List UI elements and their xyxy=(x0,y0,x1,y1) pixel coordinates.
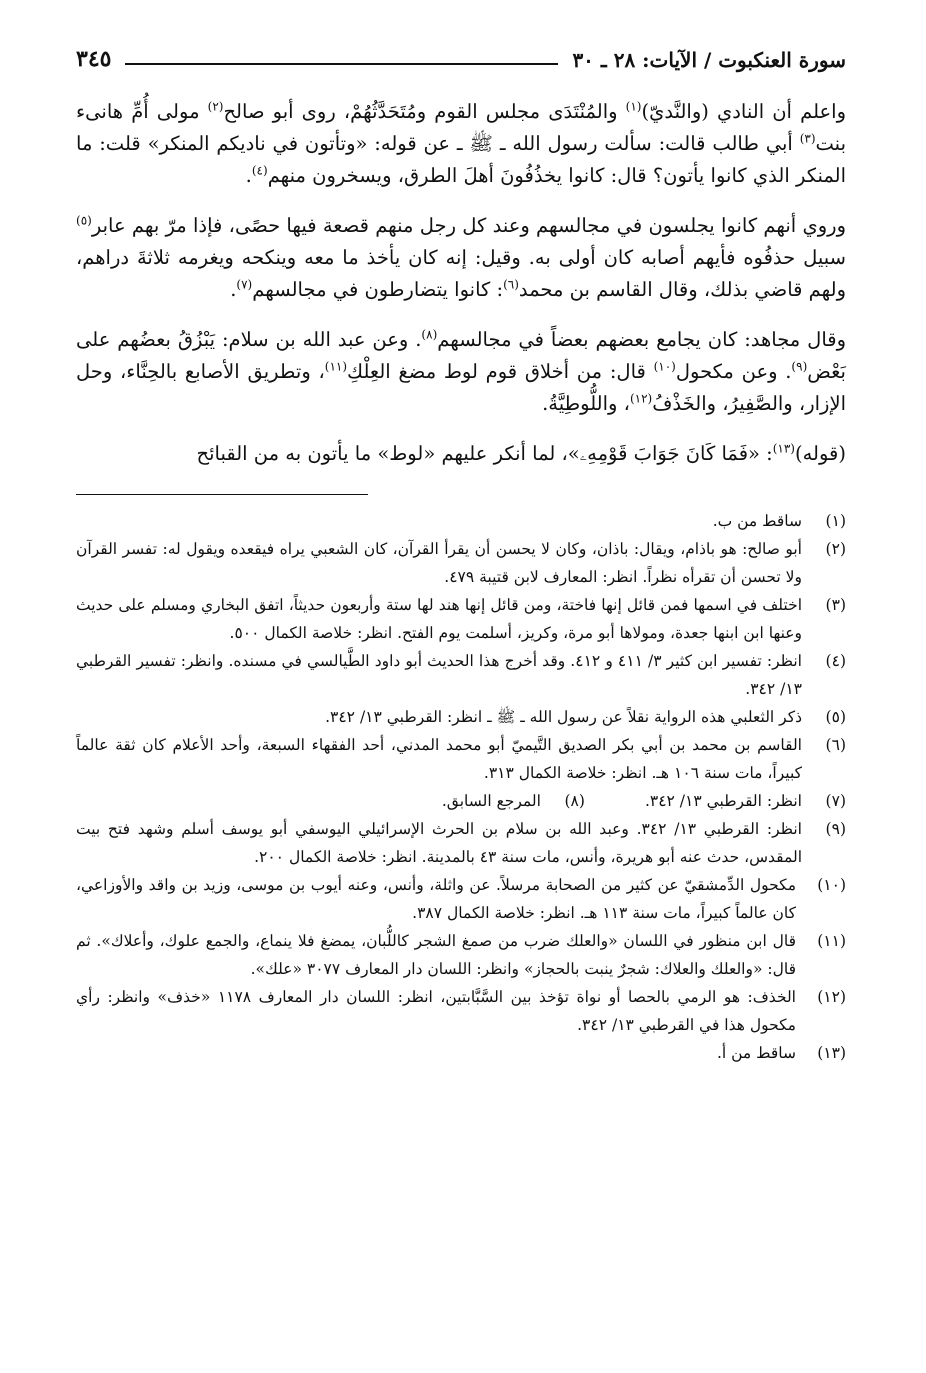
footnote-10: (١٠) مكحول الدِّمشقيّ عن كثير من الصحابة مرسلاً. عن واثلة، وأنس، وعنه أيوب بن موسى، وزيد بن واقد والأوزاعي، كان عالماً كبيراً، مات سنة ١١٣ هـ. انظر: خلاصة الكمال ٣٨٧. xyxy=(76,876,846,922)
footnote-6: (٦) القاسم بن محمد بن أبي بكر الصديق التَّيميّ أبو محمد المدني، أحد الفقهاء السبعة، وأحد الأعلام كان ثقة عالماً كبيراً، مات سنة ١٠٦ هـ. انظر: خلاصة الكمال ٣١٣. xyxy=(76,736,846,782)
footnote-ref-11[interactable]: (١١) xyxy=(324,359,348,374)
footnote-4: (٤) انظر: تفسير ابن كثير ٣/ ٤١١ و ٤١٢. وقد أخرج هذا الحديث أبو داود الطَّيالسي في مسنده. وانظر: تفسير القرطبي ١٣/ ٣٤٢. xyxy=(76,652,846,698)
footnote-ref-7[interactable]: (٧) xyxy=(236,277,253,292)
footnote-ref-10[interactable]: (١٠) xyxy=(653,359,676,374)
footnote-5: (٥) ذكر الثعلبي هذه الرواية نقلاً عن رسول الله ـ ﷺ ـ انظر: القرطبي ١٣/ ٣٤٢. xyxy=(325,708,846,726)
footnote-ref-4[interactable]: (٤) xyxy=(251,163,268,178)
footnote-11: (١١) قال ابن منظور في اللسان «والعلك ضرب من صمغ الشجر كاللُّبان، يمضغ فلا ينماع، والجمع علوك، وأعلاك». ثم قال: «والعلك والعلاك: شجرٌ ينبت بالحجاز» وانظر: اللسان دار المعارف ٣٠٧٧ «علك». xyxy=(76,932,846,978)
footnote-ref-1[interactable]: (١) xyxy=(625,99,642,114)
footnote-1: (١) ساقط من ب. xyxy=(712,512,846,530)
footnote-2: (٢) أبو صالح: هو باذام، ويقال: باذان، وكان لا يحسن أن يقرأ القرآن، كان الشعبي يراه فيقعده ويقول له: تفسر القرآن ولا تحسن أن تقرأه نظراً. انظر: المعارف لابن قتيبة ٤٧٩. xyxy=(76,540,846,586)
paragraph-1: واعلم أن النادي (والنَّديّ)$^{(١)}$ والمُنْتَدَى مجلس القوم ومُتَحَدَّثُهُمْ، روى أبو صالح$^{(٢)}$ مولى أُمِّ هانىء بنت$^{(٣)}$ أبي طالب قالت: سألت رسول الله ـ ﷺ ـ عن قوله: «وتأتون في ناديكم المنكر» قلت: ما المنكر الذي كانوا يأتون؟ قال: كانوا يخذُفُونَ أهلَ الطرق، ويسخرون منهم$^{(٤)}$. xyxy=(76,99,846,187)
paragraph-4: (قوله)$^{(١٣)}$: «فَمَا كَانَ جَوَابَ قَوْمِهِۦ»، لما أنكر عليهم «لوط» ما يأتون به من القبائح xyxy=(196,441,846,465)
footnote-ref-3[interactable]: (٣) xyxy=(799,131,816,146)
footnote-ref-6[interactable]: (٦) xyxy=(503,277,519,292)
footnote-ref-13[interactable]: (١٣) xyxy=(772,441,795,456)
header-rule xyxy=(125,63,558,65)
paragraph-3: وقال مجاهد: كان يجامع بعضهم بعضاً في مجالسهم$^{(٨)}$. وعن عبد الله بن سلام: يَبْزُقُ بعضُهم على بَعْض$^{(٩)}$. وعن مكحول$^{(١٠)}$ قال: من أخلاق قوم لوط مضغ العِلْكِ$^{(١١)}$، وتطريق الأصابع بالحِنَّاء، وحل الإزار، والصَّفِيرُ، والخَذْفُ$^{(١٢)}$، واللُّوطِيَّةُ. xyxy=(76,327,846,415)
footnote-8: (٨) المرجع السابق. xyxy=(441,792,585,810)
footnote-3: (٣) اختلف في اسمها فمن قائل إنها فاختة، ومن قائل إنها هند لها ستة وأربعون حديثاً، اتفق البخاري ومسلم على حديث وعنها ابن ابنها جعدة، ومولاها أبو مرة، وكريز، أسلمت يوم الفتح. انظر: خلاصة الكمال ٥٠٠. xyxy=(76,596,846,642)
surah-title: سورة العنكبوت / الآيات: ٢٨ ـ ٣٠ xyxy=(572,48,846,72)
footnotes xyxy=(76,507,846,1067)
paragraph-2: وروي أنهم كانوا يجلسون في مجالسهم وعند كل رجل منهم قصعة فيها حصًى، فإذا مرّ بهم عابر$^{(٥)}$ سبيل حذفُوه فأيهم أصابه كان أولى به. وقيل: إنه كان يأخذ ما معه وينكحه ويغرمه ثلاثةَ دراهم، ولهم قاضي بذلك، وقال القاسم بن محمد$^{(٦)}$: كانوا يتضارطون في مجالسهم$^{(٧)}$. xyxy=(76,213,846,301)
footnote-ref-9[interactable]: (٩) xyxy=(791,359,808,374)
footnote-7: (٧) انظر: القرطبي ١٣/ ٣٤٢. xyxy=(644,792,846,810)
main-text xyxy=(76,96,846,470)
footnote-12: (١٢) الخذف: هو الرمي بالحصا أو نواة تؤخذ بين السَّبَّابتين، انظر: اللسان دار المعارف ١١٧٨ «خذف» وانظر: رأي مكحول هذا في القرطبي ١٣/ ٣٤٢. xyxy=(76,988,846,1034)
footnote-9: (٩) انظر: القرطبي ١٣/ ٣٤٢. وعبد الله بن سلام بن الحرث الإسرائيلي اليوسفي أبو يوسف أسلم وشهد فتح بيت المقدس، حدث عنه أبو هريرة، وأنس، مات سنة ٤٣ بالمدينة. انظر: خلاصة الكمال ٢٠٠. xyxy=(76,820,846,866)
footnote-ref-12[interactable]: (١٢) xyxy=(629,391,653,406)
page-number: ٣٤٥ xyxy=(76,46,112,72)
footnote-ref-2[interactable]: (٢) xyxy=(207,99,224,114)
footnote-row-7-8 xyxy=(76,787,846,815)
footnote-13: (١٣) ساقط من أ. xyxy=(716,1044,846,1062)
footnote-ref-5[interactable]: (٥) xyxy=(76,213,92,228)
running-header xyxy=(76,36,846,72)
footnote-ref-8[interactable]: (٨) xyxy=(421,327,438,342)
footnote-separator xyxy=(76,494,368,495)
